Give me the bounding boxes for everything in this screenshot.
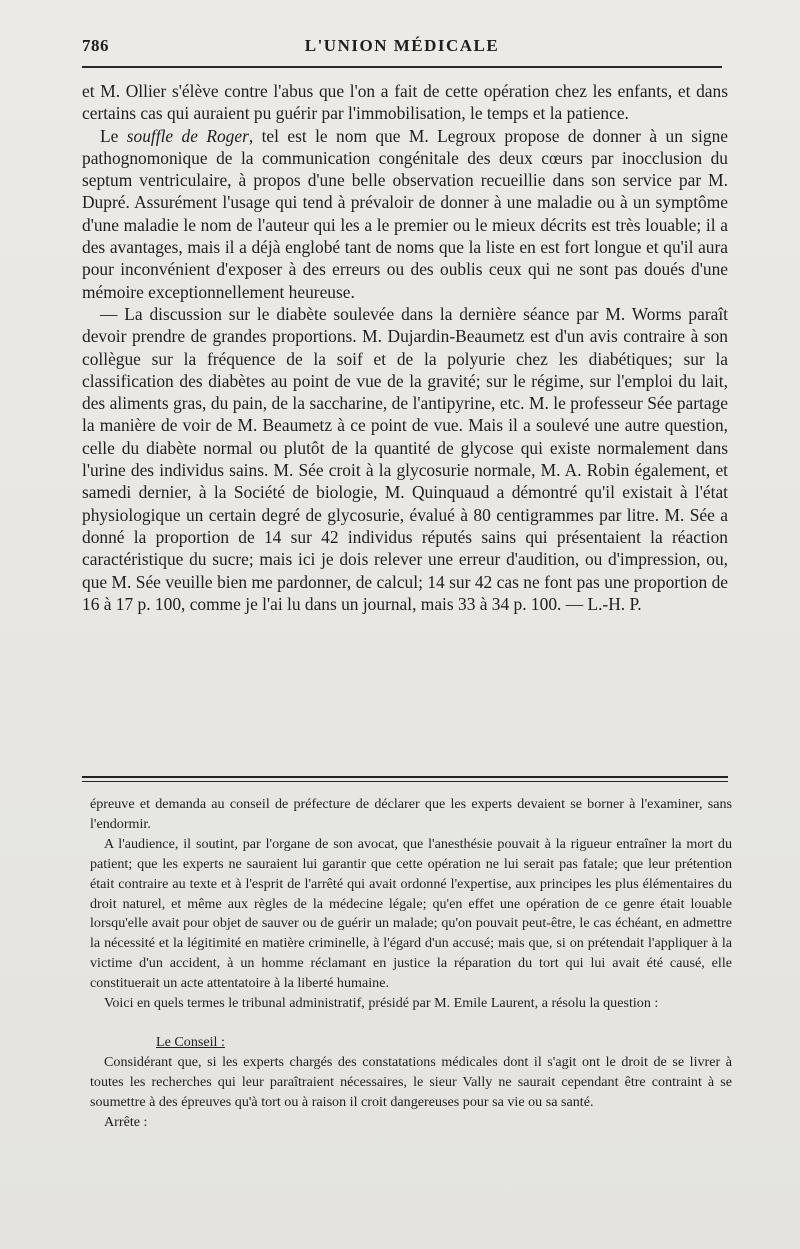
feuilleton-column <box>90 795 732 1133</box>
paragraph-arrete: Arrête : <box>104 1113 148 1130</box>
paragraph-intro: Le <box>100 125 119 146</box>
paragraph-diabete-discussion: — La discussion sur le diabète soulevée dans la dernière séance par M. Worms paraît devoir prendre de grandes proportions. M. Dujardin-Beaumetz est d'un avis contraire à son collègue sur la fréquence de la soif et de la polyurie chez les diabétiques; sur la classification des diabètes au point de vue de la gravité; sur le régime, sur l'emploi du lait, des aliments gras, du pain, de la saccharine, de l'antipyrine, etc. M. le professeur Sée partage la manière de voir de M. Beaumetz à ce point de vue. Mais il a soulevé une autre question, celle du diabète normal ou plutôt de la quantité de glycose qui existe normalement dans l'urine des individus sains. M. Sée croit à la glycosurie normale, M. A. Robin également, et samedi dernier, à la Société de biologie, M. Quinquaud a démontré qu'il existait à l'état physiologique un certain degré de glycosurie, évalué à 80 centigrammes par litre. M. Sée a donné la proportion de 14 sur 42 individus réputés sains qui présentaient la réaction caractéristique du sucre; mais ici je dois relever une erreur d'audition, ou d'impression, ou, que M. Sée veuille bien me pardonner, de calcul; 14 sur 42 cas ne font pas une proportion de 16 à 17 p. 100, comme je l'ai lu dans un journal, mais 33 à 34 p. 100. — L.-H. P. <box>82 303 728 614</box>
page-number: 786 <box>82 36 109 55</box>
paragraph-tribunal: Voici en quels termes le tribunal administratif, présidé par M. Emile Laurent, a résolu la question : <box>104 995 659 1012</box>
section-divider-thick <box>82 776 728 778</box>
heading-le-conseil-text: Le Conseil : <box>156 1033 225 1050</box>
section-divider-thin <box>82 781 728 782</box>
paragraph-audience: A l'audience, il soutint, par l'organe de son avocat, que l'anesthésie pouvait à la rigueur entraîner la mort du patient; que les experts ne sauraient lui garantir que cette opération ne lui serait pas fatale; que leur prétention était contraire au texte et à l'esprit de l'arrêté qui avait ordonné l'expertise, aux principes les plus élémentaires du droit naturel, et même aux règles de la médecine légale; qu'en effet une opération de ce genre était louable lorsqu'elle avait pour objet de sauver ou de guérir un malade; qu'on pouvait peut-être, le cas échéant, en admettre la nécessité et la légitimité en matière criminelle, à l'égard d'un accusé; mais que, si on prétendait l'appliquer à la victime d'un accident, à un homme réclamant en justice la réparation du tort qui lui avait été causé, elle constituerait un acte attentatoire à la liberté humaine. <box>90 835 732 992</box>
souffle-de-roger-term: souffle de Roger <box>126 125 249 146</box>
header-rule <box>82 66 722 68</box>
paragraph-epreuve: épreuve et demanda au conseil de préfecture de déclarer que les experts devaient se borner à l'examiner, sans l'endormir. <box>90 796 732 832</box>
journal-title: L'UNION MÉDICALE <box>304 36 500 55</box>
paragraph-body: , tel est le nom que M. Legroux propose de donner à un signe pathognomonique de la communication congénitale des deux cœurs par inocclusion du septum ventriculaire, à propos d'une belle observation recueillie dans son service par M. Dupré. Assurément l'usage qui tend à prévaloir de donner à une maladie ou à un symptôme d'une maladie le nom de l'auteur qui les a le premier ou le mieux décrits est très louable; il a des avantages, mais il a déjà englobé tant de noms que la liste en est fort longue et qu'il aura pour inconvénient d'exposer à des erreurs ou des oublis ceux qui ne sont pas doués d'une mémoire exceptionnellement heureuse. <box>82 125 728 302</box>
chronicle-column <box>82 80 728 615</box>
paragraph-considerant: Considérant que, si les experts chargés des constatations médicales dont il s'agit ont le droit de se livrer à toutes les recherches qui leur paraîtraient nécessaires, le sieur Vally ne saurait cependant être contraint à se soumettre à des épreuves qu'à tort ou à raison il croit dangereuses pour sa vie ou sa santé. <box>90 1053 732 1110</box>
heading-le-conseil <box>90 1033 732 1053</box>
page-header <box>82 36 722 62</box>
paragraph-ollier: et M. Ollier s'élève contre l'abus que l'on a fait de cette opération chez les enfants, et dans certains cas qui auraient pu guérir par l'immobilisation, le temps et la patience. <box>82 81 728 124</box>
paragraph-souffle-de-roger <box>82 125 728 303</box>
